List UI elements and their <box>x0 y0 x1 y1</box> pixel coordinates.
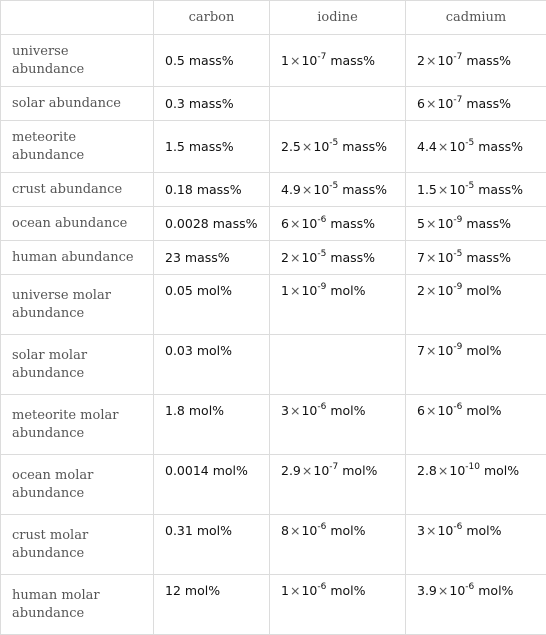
value-exponent: -6 <box>317 215 326 225</box>
cell-cadmium <box>406 35 546 87</box>
power-base: 10 <box>437 96 453 111</box>
cell-iodine <box>270 275 406 335</box>
value-unit: mol% <box>330 583 365 598</box>
value-mantissa: 23 <box>165 250 181 265</box>
power-base: 10 <box>301 283 317 298</box>
power-base: 10 <box>449 583 465 598</box>
table-row <box>1 275 546 335</box>
value-mantissa: 2.8 <box>417 463 437 478</box>
value-mantissa: 3 <box>281 403 289 418</box>
value-mantissa: 0.05 <box>165 283 193 298</box>
times-sign: × <box>301 463 313 478</box>
cell-carbon <box>154 35 270 87</box>
value-mantissa: 2 <box>417 53 425 68</box>
table-row <box>1 515 546 575</box>
value-unit: mol% <box>197 523 232 538</box>
table-row <box>1 395 546 455</box>
column-header-carbon: carbon <box>154 1 270 35</box>
row-label: human abundance <box>1 241 154 275</box>
cell-cadmium <box>406 87 546 121</box>
value-unit: mol% <box>189 403 224 418</box>
row-label: universe molar abundance <box>1 275 154 335</box>
value-unit: mol% <box>342 463 377 478</box>
value-mantissa: 0.5 <box>165 53 185 68</box>
value-exponent: -6 <box>317 402 326 412</box>
cell-cadmium <box>406 515 546 575</box>
value-unit: mass% <box>189 53 234 68</box>
times-sign: × <box>289 403 301 418</box>
cell-iodine <box>270 87 406 121</box>
value-exponent: -6 <box>317 582 326 592</box>
cell-iodine <box>270 241 406 275</box>
value-unit: mol% <box>213 463 248 478</box>
table-row <box>1 335 546 395</box>
cell-carbon <box>154 87 270 121</box>
value-unit: mass% <box>330 216 375 231</box>
value-mantissa: 1 <box>281 283 289 298</box>
value-unit: mass% <box>330 53 375 68</box>
value-mantissa: 0.18 <box>165 182 193 197</box>
cell-iodine <box>270 35 406 87</box>
value-mantissa: 1 <box>281 583 289 598</box>
value-exponent: -10 <box>465 462 480 472</box>
row-label: crust molar abundance <box>1 515 154 575</box>
times-sign: × <box>289 53 301 68</box>
value-exponent: -5 <box>465 181 474 191</box>
cell-carbon <box>154 207 270 241</box>
times-sign: × <box>437 182 449 197</box>
value-mantissa: 6 <box>417 96 425 111</box>
value-exponent: -7 <box>317 52 326 62</box>
table-row <box>1 207 546 241</box>
power-base: 10 <box>437 216 453 231</box>
power-base: 10 <box>301 216 317 231</box>
value-unit: mol% <box>466 523 501 538</box>
value-unit: mass% <box>185 250 230 265</box>
cell-carbon <box>154 575 270 635</box>
row-label: ocean abundance <box>1 207 154 241</box>
value-unit: mol% <box>330 403 365 418</box>
value-unit: mass% <box>466 96 511 111</box>
value-unit: mass% <box>466 250 511 265</box>
value-exponent: -6 <box>453 522 462 532</box>
table-row <box>1 241 546 275</box>
value-unit: mol% <box>185 583 220 598</box>
value-exponent: -5 <box>465 138 474 148</box>
value-exponent: -5 <box>329 181 338 191</box>
cell-cadmium <box>406 173 546 207</box>
value-exponent: -7 <box>453 95 462 105</box>
table-row <box>1 121 546 173</box>
value-unit: mol% <box>330 283 365 298</box>
cell-carbon <box>154 395 270 455</box>
power-base: 10 <box>313 463 329 478</box>
value-exponent: -9 <box>317 282 326 292</box>
value-mantissa: 3.9 <box>417 583 437 598</box>
value-unit: mass% <box>342 139 387 154</box>
table-header <box>1 1 546 35</box>
value-mantissa: 1 <box>281 53 289 68</box>
value-mantissa: 5 <box>417 216 425 231</box>
value-mantissa: 6 <box>417 403 425 418</box>
value-unit: mass% <box>189 139 234 154</box>
power-base: 10 <box>449 139 465 154</box>
value-mantissa: 3 <box>417 523 425 538</box>
cell-cadmium <box>406 121 546 173</box>
cell-cadmium <box>406 207 546 241</box>
value-unit: mass% <box>466 216 511 231</box>
times-sign: × <box>289 583 301 598</box>
value-mantissa: 2 <box>281 250 289 265</box>
value-mantissa: 0.31 <box>165 523 193 538</box>
value-mantissa: 2.9 <box>281 463 301 478</box>
value-mantissa: 1.5 <box>417 182 437 197</box>
value-unit: mass% <box>330 250 375 265</box>
value-mantissa: 4.9 <box>281 182 301 197</box>
table-row <box>1 455 546 515</box>
row-label: meteorite abundance <box>1 121 154 173</box>
power-base: 10 <box>437 403 453 418</box>
power-base: 10 <box>449 182 465 197</box>
value-exponent: -6 <box>317 522 326 532</box>
power-base: 10 <box>437 523 453 538</box>
cell-cadmium <box>406 335 546 395</box>
cell-carbon <box>154 275 270 335</box>
value-exponent: -5 <box>329 138 338 148</box>
times-sign: × <box>289 523 301 538</box>
times-sign: × <box>425 403 437 418</box>
times-sign: × <box>425 96 437 111</box>
power-base: 10 <box>301 250 317 265</box>
row-label: solar abundance <box>1 87 154 121</box>
table-body <box>1 35 546 635</box>
power-base: 10 <box>301 53 317 68</box>
cell-carbon <box>154 335 270 395</box>
power-base: 10 <box>437 53 453 68</box>
value-exponent: -6 <box>453 402 462 412</box>
column-header-cadmium: cadmium <box>406 1 546 35</box>
value-mantissa: 1.5 <box>165 139 185 154</box>
times-sign: × <box>289 216 301 231</box>
cell-cadmium <box>406 241 546 275</box>
value-unit: mol% <box>197 343 232 358</box>
table-row <box>1 35 546 87</box>
value-exponent: -7 <box>329 462 338 472</box>
times-sign: × <box>301 139 313 154</box>
row-label: universe abundance <box>1 35 154 87</box>
power-base: 10 <box>301 403 317 418</box>
value-exponent: -5 <box>317 249 326 259</box>
times-sign: × <box>425 53 437 68</box>
value-unit: mass% <box>478 139 523 154</box>
value-exponent: -9 <box>453 282 462 292</box>
cell-cadmium <box>406 275 546 335</box>
value-mantissa: 7 <box>417 343 425 358</box>
times-sign: × <box>425 250 437 265</box>
value-unit: mass% <box>342 182 387 197</box>
value-mantissa: 1.8 <box>165 403 185 418</box>
power-base: 10 <box>301 583 317 598</box>
row-label: ocean molar abundance <box>1 455 154 515</box>
times-sign: × <box>425 343 437 358</box>
header-row <box>1 1 546 35</box>
power-base: 10 <box>313 139 329 154</box>
value-unit: mass% <box>478 182 523 197</box>
cell-iodine <box>270 395 406 455</box>
value-mantissa: 0.0028 <box>165 216 209 231</box>
cell-cadmium <box>406 395 546 455</box>
value-unit: mass% <box>197 182 242 197</box>
row-label: solar molar abundance <box>1 335 154 395</box>
times-sign: × <box>425 283 437 298</box>
table-row <box>1 575 546 635</box>
cell-iodine <box>270 575 406 635</box>
value-mantissa: 8 <box>281 523 289 538</box>
cell-cadmium <box>406 455 546 515</box>
value-mantissa: 2 <box>417 283 425 298</box>
times-sign: × <box>289 283 301 298</box>
cell-iodine <box>270 207 406 241</box>
power-base: 10 <box>449 463 465 478</box>
cell-iodine <box>270 173 406 207</box>
value-mantissa: 0.3 <box>165 96 185 111</box>
times-sign: × <box>425 523 437 538</box>
value-unit: mass% <box>189 96 234 111</box>
value-exponent: -6 <box>465 582 474 592</box>
power-base: 10 <box>437 343 453 358</box>
value-unit: mol% <box>330 523 365 538</box>
value-exponent: -9 <box>453 342 462 352</box>
cell-iodine <box>270 455 406 515</box>
value-unit: mol% <box>466 283 501 298</box>
value-unit: mol% <box>466 403 501 418</box>
power-base: 10 <box>313 182 329 197</box>
times-sign: × <box>301 182 313 197</box>
row-label: crust abundance <box>1 173 154 207</box>
power-base: 10 <box>437 283 453 298</box>
value-mantissa: 7 <box>417 250 425 265</box>
power-base: 10 <box>301 523 317 538</box>
value-unit: mol% <box>484 463 519 478</box>
cell-iodine <box>270 121 406 173</box>
times-sign: × <box>437 139 449 154</box>
value-exponent: -5 <box>453 249 462 259</box>
cell-iodine <box>270 515 406 575</box>
table-row <box>1 87 546 121</box>
times-sign: × <box>289 250 301 265</box>
cell-carbon <box>154 455 270 515</box>
value-mantissa: 0.03 <box>165 343 193 358</box>
value-exponent: -7 <box>453 52 462 62</box>
value-unit: mol% <box>478 583 513 598</box>
times-sign: × <box>437 583 449 598</box>
value-unit: mol% <box>466 343 501 358</box>
value-exponent: -9 <box>453 215 462 225</box>
value-unit: mass% <box>466 53 511 68</box>
row-label: human molar abundance <box>1 575 154 635</box>
value-unit: mol% <box>197 283 232 298</box>
value-mantissa: 2.5 <box>281 139 301 154</box>
power-base: 10 <box>437 250 453 265</box>
value-mantissa: 0.0014 <box>165 463 209 478</box>
cell-carbon <box>154 173 270 207</box>
value-mantissa: 4.4 <box>417 139 437 154</box>
value-mantissa: 6 <box>281 216 289 231</box>
cell-carbon <box>154 121 270 173</box>
value-mantissa: 12 <box>165 583 181 598</box>
cell-carbon <box>154 515 270 575</box>
cell-carbon <box>154 241 270 275</box>
times-sign: × <box>425 216 437 231</box>
table-row <box>1 173 546 207</box>
cell-cadmium <box>406 575 546 635</box>
header-corner <box>1 1 154 35</box>
column-header-iodine: iodine <box>270 1 406 35</box>
value-unit: mass% <box>213 216 258 231</box>
times-sign: × <box>437 463 449 478</box>
cell-iodine <box>270 335 406 395</box>
row-label: meteorite molar abundance <box>1 395 154 455</box>
